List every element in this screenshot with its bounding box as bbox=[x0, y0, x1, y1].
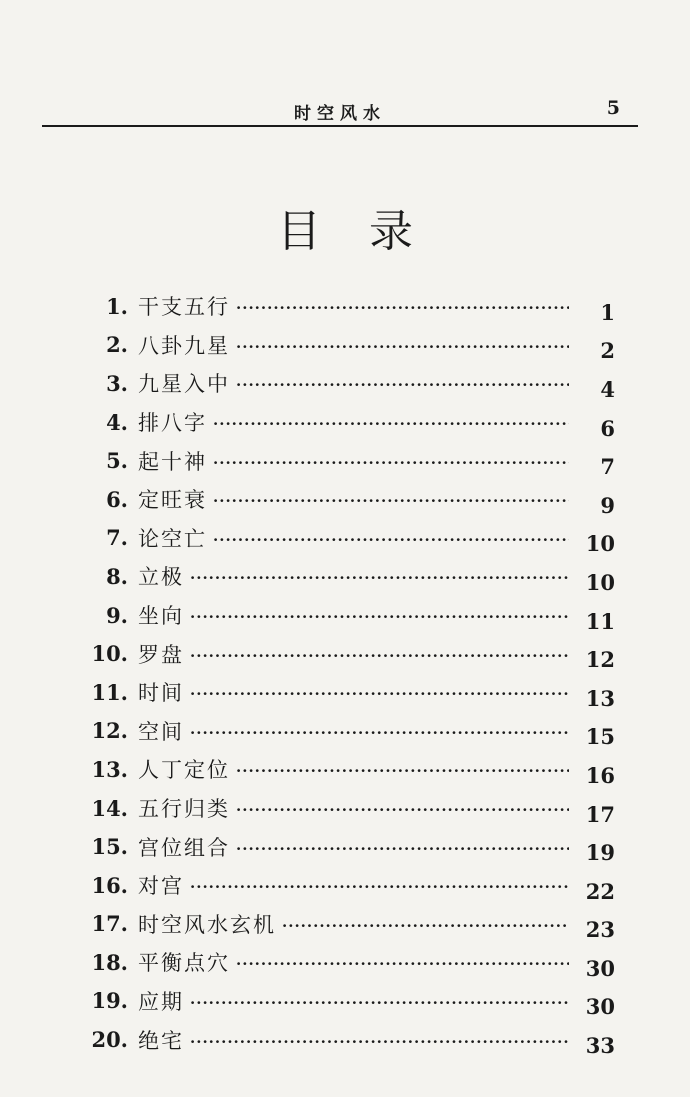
toc-entry-title: 平衡点穴 bbox=[138, 951, 230, 976]
toc-entry bbox=[60, 712, 615, 751]
toc-entry-number: 8. bbox=[106, 563, 128, 589]
toc-entry-page: 17 bbox=[585, 801, 615, 827]
toc-entry-number: 10. bbox=[91, 641, 128, 667]
toc-entry-number: 17. bbox=[91, 911, 128, 937]
toc-entry-title: 人丁定位 bbox=[138, 758, 230, 783]
toc-entry-title: 九星入中 bbox=[138, 372, 230, 397]
toc-entry-page: 30 bbox=[585, 994, 615, 1020]
toc-entry-number: 12. bbox=[91, 718, 128, 744]
toc-entry-page: 22 bbox=[585, 878, 615, 904]
toc-entry bbox=[60, 827, 615, 866]
page-number: 5 bbox=[606, 97, 620, 119]
toc-list bbox=[60, 287, 615, 1059]
toc-entry-page: 23 bbox=[585, 917, 615, 943]
dot-leader bbox=[190, 643, 569, 665]
toc-entry-number: 7. bbox=[106, 525, 128, 551]
toc-entry-number: 1. bbox=[106, 293, 128, 319]
toc-entry-title: 五行归类 bbox=[138, 797, 230, 822]
dot-leader bbox=[213, 411, 569, 433]
toc-entry bbox=[60, 982, 615, 1021]
toc-entry-page: 4 bbox=[600, 376, 615, 402]
toc-entry-number: 2. bbox=[106, 332, 128, 358]
dot-leader bbox=[190, 874, 569, 896]
toc-heading: 目录 bbox=[277, 206, 461, 257]
toc-entry-title: 坐向 bbox=[138, 604, 184, 629]
toc-entry bbox=[60, 557, 615, 596]
toc-entry bbox=[60, 1020, 615, 1059]
toc-entry-page: 1 bbox=[600, 299, 615, 325]
toc-entry-title: 论空亡 bbox=[138, 526, 207, 551]
toc-entry bbox=[60, 634, 615, 673]
toc-entry-number: 3. bbox=[106, 370, 128, 396]
toc-entry bbox=[60, 905, 615, 944]
toc-entry-number: 13. bbox=[91, 756, 128, 782]
toc-entry-number: 14. bbox=[91, 795, 128, 821]
dot-leader bbox=[213, 450, 569, 472]
toc-entry-page: 19 bbox=[585, 840, 615, 866]
toc-entry bbox=[60, 403, 615, 442]
toc-entry bbox=[60, 519, 615, 558]
toc-entry bbox=[60, 750, 615, 789]
toc-entry-number: 15. bbox=[91, 834, 128, 860]
dot-leader bbox=[190, 1029, 569, 1051]
toc-entry-page: 6 bbox=[600, 415, 615, 441]
dot-leader bbox=[236, 334, 569, 356]
toc-entry bbox=[60, 789, 615, 828]
book-title: 时空风水 bbox=[294, 104, 386, 124]
toc-entry-number: 9. bbox=[106, 602, 128, 628]
toc-entry-number: 16. bbox=[91, 872, 128, 898]
toc-entry-page: 2 bbox=[600, 338, 615, 364]
toc-entry-title: 应期 bbox=[138, 989, 184, 1014]
toc-entry bbox=[60, 326, 615, 365]
toc-entry-title: 排八字 bbox=[138, 411, 207, 436]
toc-entry bbox=[60, 673, 615, 712]
toc-entry-title: 宫位组合 bbox=[138, 835, 230, 860]
toc-entry-page: 12 bbox=[585, 647, 615, 673]
toc-entry-number: 4. bbox=[106, 409, 128, 435]
dot-leader bbox=[236, 295, 569, 317]
toc-entry-page: 11 bbox=[585, 608, 615, 634]
toc-entry-title: 干支五行 bbox=[138, 295, 230, 320]
toc-entry-title: 空间 bbox=[138, 719, 184, 744]
toc-entry-title: 对宫 bbox=[138, 874, 184, 899]
toc-entry bbox=[60, 943, 615, 982]
dot-leader bbox=[190, 681, 569, 703]
dot-leader bbox=[213, 527, 569, 549]
toc-entry-page: 33 bbox=[585, 1033, 615, 1059]
toc-entry-title: 时间 bbox=[138, 681, 184, 706]
toc-entry bbox=[60, 596, 615, 635]
dot-leader bbox=[190, 604, 569, 626]
toc-entry-page: 13 bbox=[585, 685, 615, 711]
toc-entry bbox=[60, 364, 615, 403]
dot-leader bbox=[236, 836, 569, 858]
toc-entry-number: 20. bbox=[91, 1027, 128, 1053]
toc-entry bbox=[60, 441, 615, 480]
toc-entry-title: 定旺衰 bbox=[138, 488, 207, 513]
toc-entry-title: 罗盘 bbox=[138, 642, 184, 667]
toc-entry-page: 7 bbox=[600, 454, 615, 480]
toc-entry bbox=[60, 866, 615, 905]
toc-entry-number: 18. bbox=[91, 949, 128, 975]
dot-leader bbox=[190, 990, 569, 1012]
dot-leader bbox=[282, 913, 569, 935]
running-header bbox=[42, 95, 638, 127]
toc-entry-number: 5. bbox=[106, 448, 128, 474]
dot-leader bbox=[236, 951, 569, 973]
toc-entry-title: 立极 bbox=[138, 565, 184, 590]
dot-leader bbox=[213, 488, 569, 510]
toc-entry-title: 绝宅 bbox=[138, 1028, 184, 1053]
dot-leader bbox=[236, 797, 569, 819]
toc-entry-page: 30 bbox=[585, 955, 615, 981]
toc-entry-title: 八卦九星 bbox=[138, 333, 230, 358]
dot-leader bbox=[190, 565, 569, 587]
toc-entry-number: 19. bbox=[91, 988, 128, 1014]
toc-entry-page: 15 bbox=[585, 724, 615, 750]
toc-entry-title: 起十神 bbox=[138, 449, 207, 474]
toc-entry-page: 16 bbox=[585, 762, 615, 788]
toc-entry-page: 9 bbox=[600, 492, 615, 518]
toc-entry-number: 6. bbox=[106, 486, 128, 512]
dot-leader bbox=[190, 720, 569, 742]
toc-entry bbox=[60, 480, 615, 519]
toc-entry-number: 11. bbox=[91, 679, 128, 705]
dot-leader bbox=[236, 758, 569, 780]
toc-entry bbox=[60, 287, 615, 326]
toc-entry-page: 10 bbox=[585, 569, 615, 595]
toc-entry-page: 10 bbox=[585, 531, 615, 557]
toc-entry-title: 时空风水玄机 bbox=[138, 912, 276, 937]
dot-leader bbox=[236, 372, 569, 394]
